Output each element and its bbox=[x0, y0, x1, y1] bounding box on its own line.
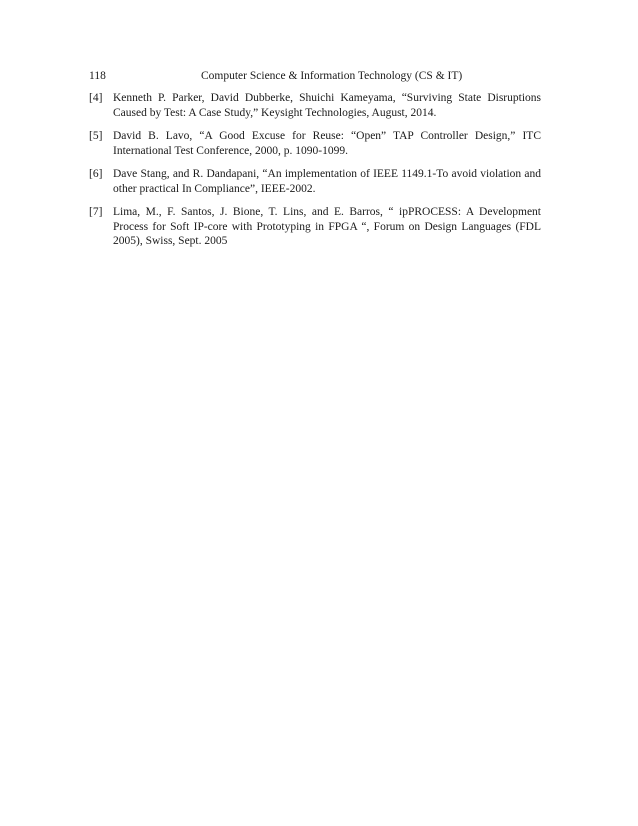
reference-list bbox=[89, 91, 541, 258]
journal-title: Computer Science & Information Technology (CS & IT) bbox=[201, 70, 463, 82]
reference-item bbox=[89, 129, 541, 158]
reference-item bbox=[89, 205, 541, 249]
reference-text: Kenneth P. Parker, David Dubberke, Shuichi Kameyama, “Surviving State Disruptions Caused by Test: A Case Study,” Keysight Technologies, August, 2014. bbox=[113, 92, 541, 119]
reference-text: Dave Stang, and R. Dandapani, “An implementation of IEEE 1149.1-To avoid violation and other practical In Compliance”, IEEE-2002. bbox=[113, 168, 541, 195]
reference-text: Lima, M., F. Santos, J. Bione, T. Lins, and E. Barros, “ ipPROCESS: A Development Process for Soft IP-core with Prototyping in FPGA “, Forum on Design Languages (FDL 2005), Swiss, Sept. 2005 bbox=[113, 206, 541, 247]
reference-item bbox=[89, 167, 541, 196]
reference-item bbox=[89, 91, 541, 120]
reference-number: [7] bbox=[89, 206, 103, 218]
reference-number: [4] bbox=[89, 92, 103, 104]
reference-text: David B. Lavo, “A Good Excuse for Reuse: “Open” TAP Controller Design,” ITC International Test Conference, 2000, p. 1090-1099. bbox=[113, 130, 541, 157]
reference-number: [6] bbox=[89, 168, 103, 180]
reference-number: [5] bbox=[89, 130, 103, 142]
running-header bbox=[89, 68, 541, 84]
page-number: 118 bbox=[89, 70, 106, 82]
